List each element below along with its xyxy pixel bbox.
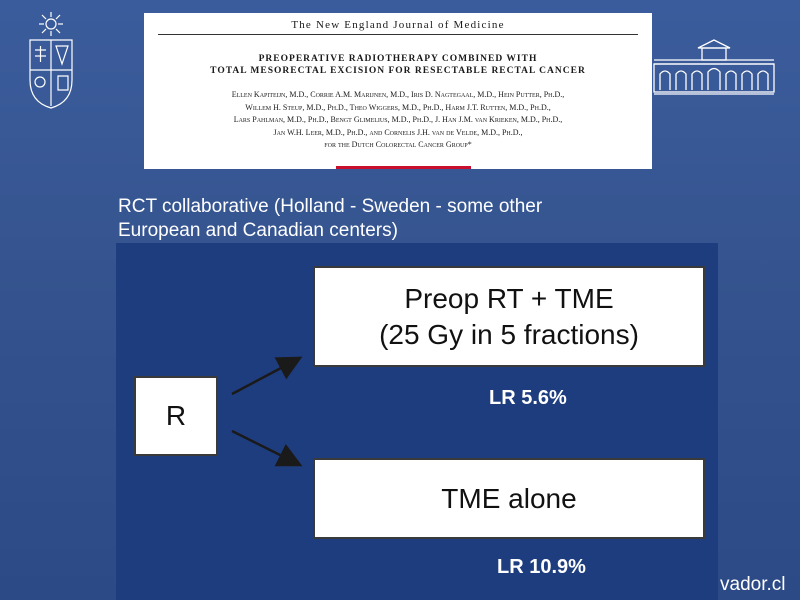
trial-design-diagram (116, 243, 718, 600)
journal-article-header (144, 13, 652, 169)
authors-line-1: Ellen Kapiteijn, M.D., Corrie A.M. Marijnen, M.D., Iris D. Nagtegaal, M.D., Hein Putter, Ph.D., (231, 90, 565, 99)
red-accent-bar (336, 166, 471, 169)
arm1-regimen: (25 Gy in 5 fractions) (379, 318, 639, 350)
randomization-label: R (165, 400, 187, 431)
building-facade-icon (652, 38, 776, 96)
article-title (158, 53, 638, 77)
site-url: vador.cl (720, 574, 786, 595)
authors-line-3: Lars Pahlman, M.D., Ph.D., Bengt Glimelius, M.D., Ph.D., J. Han J.M. van Krieken, M.D., Ph.D., (233, 115, 563, 124)
arm1-title: Preop RT + TME (404, 282, 614, 314)
preop-rt-tme-box (313, 266, 705, 367)
caption-line-1: RCT collaborative (Holland - Sweden - some other (118, 196, 543, 217)
journal-name: The New England Journal of Medicine (158, 19, 638, 35)
arm1-local-recurrence: LR 5.6% (489, 387, 567, 409)
university-crest-icon (26, 10, 76, 110)
slide-caption (118, 195, 678, 243)
authors-line-5: for the Dutch Colorectal Cancer Group* (324, 140, 472, 149)
arrow-to-tme-arm (232, 431, 298, 464)
tme-alone-box (313, 458, 705, 539)
caption-line-2: European and Canadian centers) (118, 220, 398, 241)
article-title-line-1: PREOPERATIVE RADIOTHERAPY COMBINED WITH (258, 54, 538, 64)
arm2-local-recurrence: LR 10.9% (497, 556, 586, 578)
authors-line-4: Jan W.H. Leer, M.D., Ph.D., and Cornelis J.H. van de Velde, M.D., Ph.D., (273, 127, 523, 137)
arm2-title: TME alone (441, 482, 577, 514)
arrow-to-preop-arm (232, 359, 298, 394)
article-authors (158, 89, 638, 152)
randomization-box (134, 376, 218, 456)
article-title-line-2: TOTAL MESORECTAL EXCISION FOR RESECTABLE RECTAL CANCER (210, 66, 586, 76)
authors-line-2: Willem H. Steup, M.D., Ph.D., Theo Wiggers, M.D., Ph.D., Harm J.T. Rutten, M.D., Ph.D., (245, 102, 551, 112)
